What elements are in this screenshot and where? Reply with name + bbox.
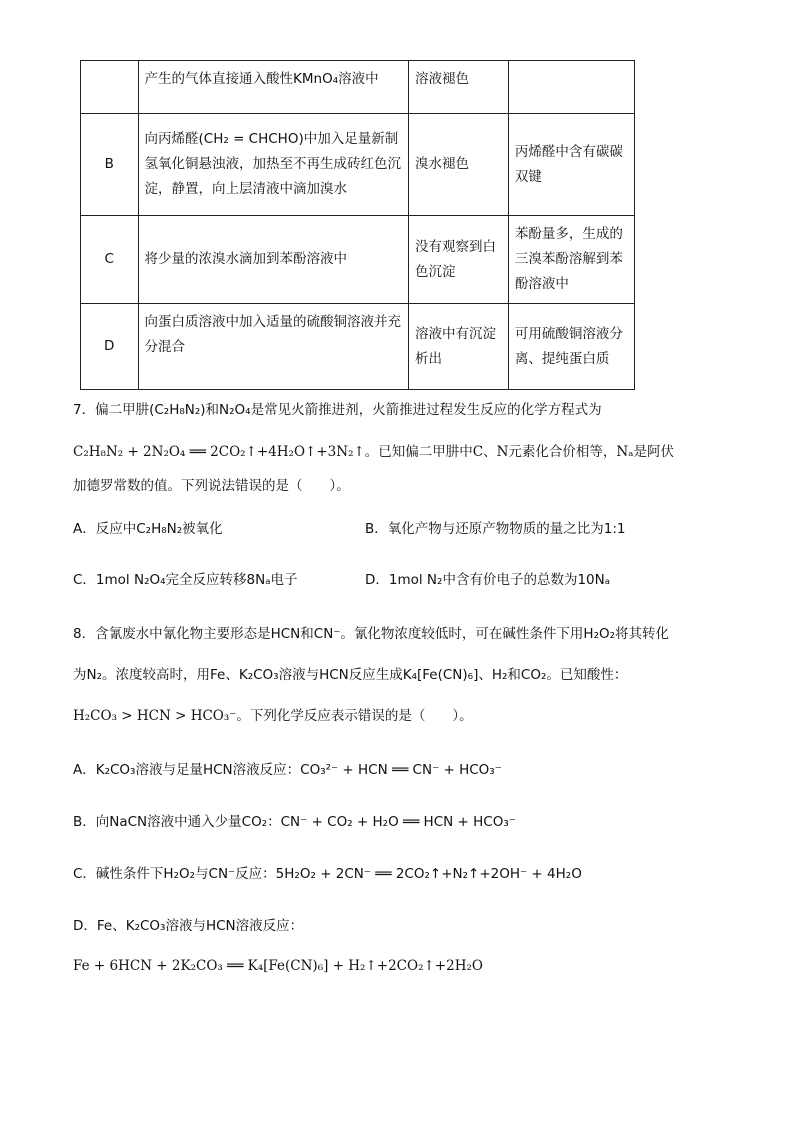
conclusion-cell: 可用硫酸铜溶液分离、提纯蛋白质	[508, 304, 634, 390]
table-row	[81, 114, 635, 216]
experiment-table	[80, 60, 635, 390]
q8-stem-line1: 8．含氰废水中氰化物主要形态是HCN和CN⁻。氰化物浓度较低时，可在碱性条件下用H₂O₂将其转化	[73, 626, 670, 642]
phenomenon-cell: 溴水褪色	[408, 114, 508, 216]
q7-option-a: A．反应中C₂H₈N₂被氧化	[73, 521, 223, 537]
q8-option-d-equation: Fe + 6HCN + 2K₂CO₃ ══ K₄[Fe(CN)₆] + H₂↑+2CO₂↑+2H₂O	[73, 958, 483, 974]
operation-cell: 向蛋白质溶液中加入适量的硫酸铜溶液并充分混合	[138, 304, 408, 390]
option-cell	[81, 61, 139, 114]
q8-stem-line2: 为N₂。浓度较高时，用Fe、K₂CO₃溶液与HCN反应生成K₄[Fe(CN)₆]、H₂和CO₂。已知酸性：	[73, 667, 628, 683]
table-row	[81, 216, 635, 304]
q8-option-b: B．向NaCN溶液中通入少量CO₂：CN⁻ + CO₂ + H₂O ══ HCN + HCO₃⁻	[73, 814, 516, 830]
q7-stem-line2: C₂H₈N₂ + 2N₂O₄ ══ 2CO₂↑+4H₂O↑+3N₂↑。已知偏二甲肼中C、N元素化合价相等，Nₐ是阿伏	[73, 444, 674, 460]
table-row	[81, 61, 635, 114]
operation-cell: 将少量的浓溴水滴加到苯酚溶液中	[138, 216, 408, 304]
phenomenon-cell: 溶液中有沉淀析出	[408, 304, 508, 390]
q7-option-d: D．1mol N₂中含有价电子的总数为10Nₐ	[365, 572, 611, 588]
conclusion-cell: 苯酚量多，生成的三溴苯酚溶解到苯酚溶液中	[508, 216, 634, 304]
q8-option-a: A．K₂CO₃溶液与足量HCN溶液反应：CO₃²⁻ + HCN ══ CN⁻ + HCO₃⁻	[73, 762, 502, 778]
conclusion-cell: 丙烯醛中含有碳碳双键	[508, 114, 634, 216]
phenomenon-cell: 溶液褪色	[408, 61, 508, 114]
q7-option-b: B．氧化产物与还原产物物质的量之比为1:1	[365, 521, 626, 537]
phenomenon-cell: 没有观察到白色沉淀	[408, 216, 508, 304]
q7-option-c: C．1mol N₂O₄完全反应转移8Nₐ电子	[73, 572, 298, 588]
q7-stem-line1: 7．偏二甲肼(C₂H₈N₂)和N₂O₄是常见火箭推进剂，火箭推进过程发生反应的化学方程式为	[73, 402, 602, 418]
q8-stem-line3: H₂CO₃ > HCN > HCO₃⁻。下列化学反应表示错误的是（ ）。	[73, 708, 473, 724]
q7-stem-line3: 加德罗常数的值。下列说法错误的是（ ）。	[73, 478, 350, 494]
q8-option-c: C．碱性条件下H₂O₂与CN⁻反应：5H₂O₂ + 2CN⁻ ══ 2CO₂↑+N₂↑+2OH⁻ + 4H₂O	[73, 866, 582, 882]
conclusion-cell	[508, 61, 634, 114]
table-row	[81, 304, 635, 390]
operation-cell: 向丙烯醛(CH₂ = CHCHO)中加入足量新制氢氧化铜悬浊液，加热至不再生成砖红色沉淀，静置，向上层清液中滴加溴水	[138, 114, 408, 216]
option-cell: B	[81, 114, 139, 216]
q8-option-d: D．Fe、K₂CO₃溶液与HCN溶液反应：	[73, 918, 304, 934]
operation-cell: 产生的气体直接通入酸性KMnO₄溶液中	[138, 61, 408, 114]
option-cell: D	[81, 304, 139, 390]
option-cell: C	[81, 216, 139, 304]
